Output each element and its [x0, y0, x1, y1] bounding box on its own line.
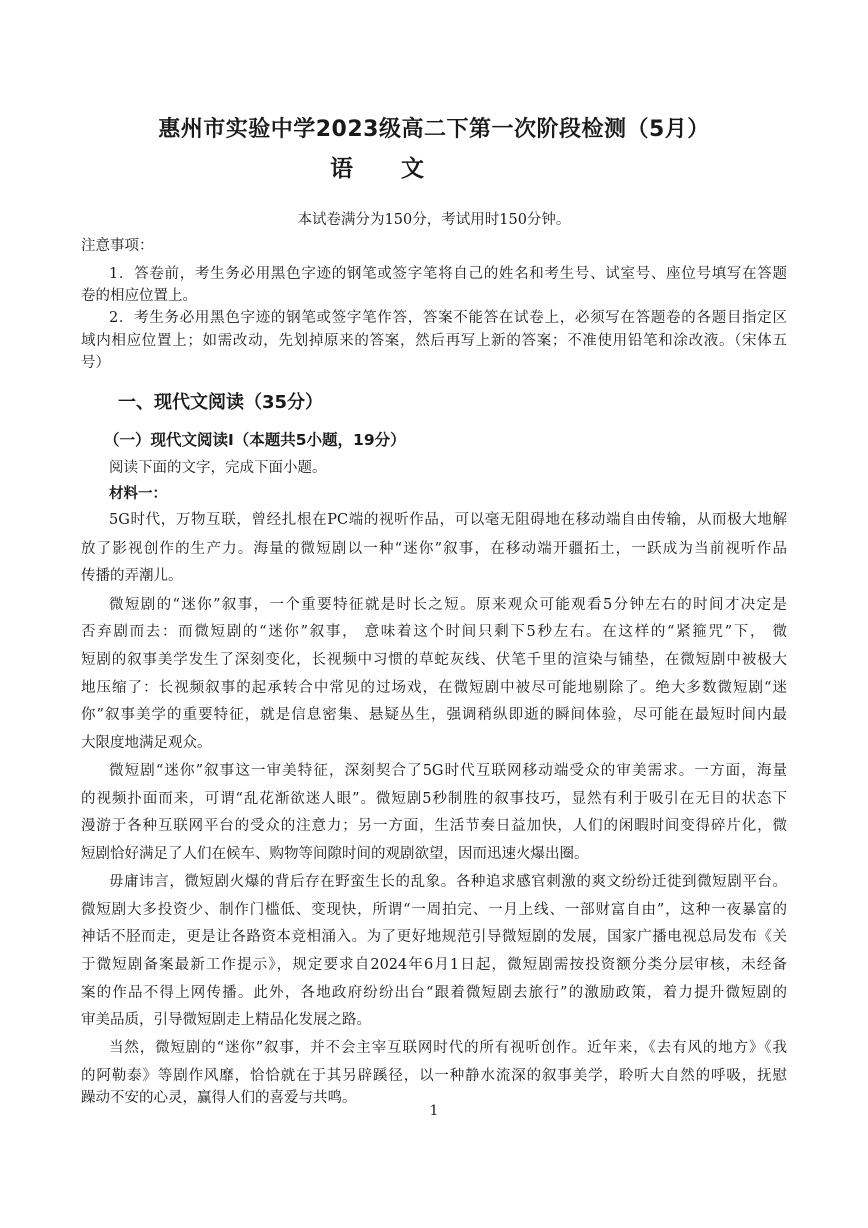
p4-line-5: 案的作品不得上网传播。此外，各地政府纷纷出台“跟着微短剧去旅行”的激励政策，着力提升微短剧的: [81, 985, 787, 1001]
material-label: 材料一：: [109, 485, 167, 502]
page-number: 1: [429, 1103, 439, 1119]
p2-line-2: 否弃剧而去：而微短剧的“迷你”叙事， 意味着这个时间只剩下5秒左右。在这样的“紧箍咒”下， 微: [81, 624, 787, 640]
notice-item-2-line-1: 2．考生务必用黑色字迹的钢笔或签字笔作答，答案不能答在试卷上，必须写在答题卷的各题目指定区: [109, 310, 787, 326]
p1-line-2: 放了影视创作的生产力。海量的微短剧以一种“迷你”叙事，在移动端开疆拓土，一跃成为当前视听作品: [81, 541, 787, 557]
subject-title: 语文: [330, 156, 472, 182]
section-heading: 一、现代文阅读（35分）: [118, 392, 324, 413]
p3-line-4: 短剧恰好满足了人们在候车、购物等间隙时间的观剧欲望，因而迅速火爆出圈。: [81, 846, 589, 862]
p4-line-1: 毋庸讳言，微短剧火爆的背后存在野蛮生长的乱象。各种追求感官刺激的爽文纷纷迁徙到微短剧平台。: [109, 874, 787, 890]
p2-line-6: 大限度地满足观众。: [81, 735, 212, 751]
p2-line-1: 微短剧的“迷你”叙事，一个重要特征就是时长之短。原来观众可能观看5分钟左右的时间才决定是: [109, 597, 787, 613]
p5-line-3: 躁动不安的心灵，赢得人们的喜爱与共鸣。: [81, 1090, 357, 1106]
p5-line-1: 当然，微短剧的“迷你”叙事，并不会主宰互联网时代的所有视听创作。近年来，《去有风的地方》《我: [109, 1040, 787, 1056]
subsection-heading: （一）现代文阅读Ⅰ（本题共5小题，19分）: [104, 431, 406, 449]
p4-line-2: 微短剧大多投资少、制作门槛低、变现快，所谓“一周拍完、一月上线、一部财富自由”，这种一夜暴富的: [81, 902, 787, 918]
notice-heading: 注意事项：: [81, 238, 154, 254]
p5-line-2: 的阿勒泰》等剧作风靡，恰恰就在于其另辟蹊径，以一种静水流深的叙事美学，聆听大自然的呼吸，抚慰: [81, 1068, 787, 1084]
notice-item-1-line-2: 卷的相应位置上。: [81, 288, 197, 304]
p4-line-4: 于微短剧备案最新工作提示》，规定要求自2024年6月1日起，微短剧需按投资额分类分层审核，未经备: [81, 957, 787, 973]
exam-info: 本试卷满分为150分，考试用时150分钟。: [297, 212, 571, 228]
p2-line-4: 地压缩了：长视频叙事的起承转合中常见的过场戏，在微短剧中被尽可能地剔除了。绝大多数微短剧“迷: [81, 680, 787, 696]
p1-line-1: 5G时代，万物互联，曾经扎根在PC端的视听作品，可以毫无阻碍地在移动端自由传输，从而极大地解: [109, 512, 787, 528]
notice-item-2-line-2: 域内相应位置上；如需改动，先划掉原来的答案，然后再写上新的答案；不准使用铅笔和涂改液。（宋体五: [81, 333, 787, 349]
p3-line-3: 漫游于各种互联网平台的受众的注意力；另一方面，生活节奏日益加快，人们的闲暇时间变得碎片化，微: [81, 818, 787, 834]
p2-line-3: 短剧的叙事美学发生了深刻变化，长视频中习惯的草蛇灰线、伏笔千里的渲染与铺垫，在微短剧中被极大: [81, 652, 787, 668]
p1-line-3: 传播的弄潮儿。: [81, 568, 183, 584]
reading-instruction: 阅读下面的文字，完成下面小题。: [109, 460, 327, 476]
p3-line-2: 的视频扑面而来，可谓“乱花渐欲迷人眼”。微短剧5秒制胜的叙事技巧，显然有利于吸引在无目的状态下: [81, 791, 787, 807]
p3-line-1: 微短剧“迷你”叙事这一审美特征，深刻契合了5G时代互联网移动端受众的审美需求。一方面，海量: [109, 763, 787, 779]
p2-line-5: 你”叙事美学的重要特征，就是信息密集、悬疑丛生，强调稍纵即逝的瞬间体验，尽可能在最短时间内最: [81, 707, 787, 723]
exam-title: 惠州市实验中学2023级高二下第一次阶段检测（5月）: [158, 117, 710, 142]
p4-line-6: 审美品质，引导微短剧走上精品化发展之路。: [81, 1012, 371, 1028]
notice-item-1-line-1: 1．答卷前，考生务必用黑色字迹的钢笔或签字笔将自己的姓名和考生号、试室号、座位号填写在答题: [109, 266, 787, 282]
notice-item-2-line-3: 号）: [81, 355, 110, 371]
p4-line-3: 神话不胫而走，更是让各路资本竞相涌入。为了更好地规范引导微短剧的发展，国家广播电视总局发布《关: [81, 929, 787, 945]
